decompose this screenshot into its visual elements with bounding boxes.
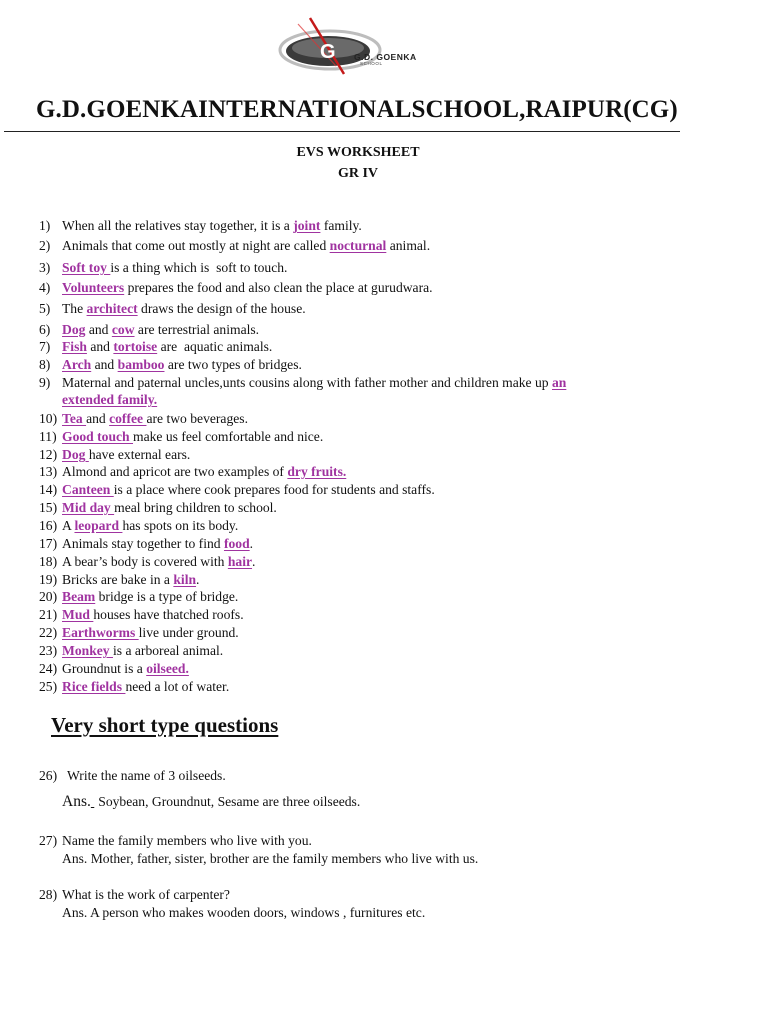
question-text: . (196, 572, 200, 587)
question-number: 24) (39, 661, 58, 676)
fill-blank-item (39, 678, 639, 695)
question-number: 8) (39, 357, 51, 372)
question-text: are two types of bridges. (164, 357, 302, 372)
answer-text: tortoise (113, 339, 158, 354)
answer-text: Volunteers (62, 280, 125, 295)
fill-blank-item (39, 588, 639, 605)
question-text: and (91, 357, 118, 372)
question-text: A bear’s body is covered with (62, 554, 228, 569)
answer-text: nocturnal (329, 238, 387, 253)
grade-label: GR IV (337, 166, 379, 181)
question-text: have external ears. (88, 447, 191, 462)
question-text: A (62, 518, 75, 533)
short-question-28 (39, 886, 230, 903)
question-number: 9) (39, 375, 51, 390)
short-answer-28 (62, 904, 425, 921)
answer-label: Ans. (62, 905, 88, 920)
question-text: is a thing which is soft to touch. (110, 260, 288, 275)
school-title: G.D.GOENKAINTERNATIONALSCHOOL,RAIPUR(CG) (36, 96, 678, 123)
question-text: houses have thatched roofs. (93, 607, 244, 622)
question-text: live under ground. (138, 625, 239, 640)
question-text: meal bring children to school. (114, 500, 277, 515)
question-text: Bricks are bake in a (62, 572, 174, 587)
question-text: Animals stay together to find (62, 536, 224, 551)
answer-text: hair (227, 554, 253, 569)
answer-text: Arch (62, 357, 92, 372)
question-number: 17) (39, 536, 58, 551)
question-text: draws the design of the house. (137, 301, 306, 316)
fill-blank-item (39, 237, 639, 254)
question-text: The (62, 301, 87, 316)
answer-text: Dog (62, 322, 86, 337)
answer-text: coffee (109, 411, 147, 426)
answer-text: Monkey (62, 643, 113, 658)
fill-blank-item (39, 279, 639, 296)
fill-blank-item (39, 660, 639, 677)
question-number: 20) (39, 589, 58, 604)
school-logo (258, 14, 430, 76)
question-number: 12) (39, 447, 58, 462)
question-number: 28) (39, 887, 58, 902)
question-number: 10) (39, 411, 58, 426)
question-text: family. (320, 218, 362, 233)
fill-blank-item (39, 410, 639, 427)
fill-blank-item (39, 321, 639, 338)
answer-label: Ans. (62, 793, 91, 810)
fill-blank-item (39, 374, 639, 408)
fill-blank-item (39, 356, 639, 373)
short-answer-26 (62, 793, 360, 810)
section-heading: Very short type questions (51, 713, 279, 737)
answer-text: kiln (173, 572, 197, 587)
logo-subtext: SCHOOL (360, 61, 383, 66)
worksheet-title: EVS WORKSHEET (296, 145, 420, 160)
question-text: . (249, 536, 254, 551)
fill-blank-item (39, 535, 639, 552)
question-text: Name the family members who live with you. (62, 833, 312, 848)
answer-text: food (223, 536, 250, 551)
answer-text: oilseed. (146, 661, 189, 676)
answer-text: Beam (62, 589, 96, 604)
question-text: . (252, 554, 256, 569)
question-text: animal. (386, 238, 431, 253)
question-number: 13) (39, 464, 58, 479)
answer-text: Rice fields (62, 679, 126, 694)
question-number: 25) (39, 679, 58, 694)
header-divider (4, 131, 680, 132)
question-text: bridge is a type of bridge. (95, 589, 239, 604)
question-number: 19) (39, 572, 58, 587)
fill-blank-item (39, 217, 639, 234)
question-text: and (85, 322, 112, 337)
fill-blank-item (39, 338, 639, 355)
short-question-27 (39, 832, 312, 849)
question-number: 11) (39, 429, 57, 444)
fill-blank-item (39, 499, 639, 516)
answer-label: Ans. (62, 851, 88, 866)
answer-text: architect (86, 301, 138, 316)
answer-text: an (551, 375, 567, 390)
answer-text: Soybean, Groundnut, Sesame are three oilseeds. (98, 794, 361, 809)
question-text: Maternal and paternal uncles,unts cousins along with father mother and children make up (62, 375, 552, 390)
question-text: Almond and apricot are two examples of (62, 464, 288, 479)
question-number: 6) (39, 322, 51, 337)
answer-text: Canteen (62, 482, 114, 497)
logo-text: G.D. GOENKA (354, 52, 417, 62)
question-number: 16) (39, 518, 58, 533)
question-text: is a place where cook prepares food for students and staffs. (113, 482, 435, 497)
answer-text: Tea (62, 411, 87, 426)
question-number: 14) (39, 482, 58, 497)
question-number: 26) (39, 768, 58, 783)
fill-blank-item (39, 300, 639, 317)
short-answer-27 (62, 850, 478, 867)
question-text: prepares the food and also clean the place at gurudwara. (124, 280, 433, 295)
question-text: make us feel comfortable and nice. (133, 429, 324, 444)
question-number: 23) (39, 643, 58, 658)
fill-blank-item (39, 553, 639, 570)
answer-text: Mid day (62, 500, 115, 515)
answer-text: leopard (74, 518, 123, 533)
answer-text: Mother, father, sister, brother are the family members who live with us. (90, 851, 479, 866)
question-text: need a lot of water. (125, 679, 230, 694)
question-text: What is the work of carpenter? (62, 887, 230, 902)
fill-blank-item (39, 642, 639, 659)
question-text: When all the relatives stay together, it is a (62, 218, 294, 233)
answer-text: joint (293, 218, 321, 233)
fill-blank-item (39, 481, 639, 498)
question-number: 21) (39, 607, 58, 622)
question-text: are terrestrial animals. (134, 322, 260, 337)
question-number: 1) (39, 218, 51, 233)
fill-blank-item (39, 517, 639, 534)
question-text: are two beverages. (146, 411, 248, 426)
question-number: 2) (39, 238, 51, 253)
fill-blank-item (39, 606, 639, 623)
question-number: 27) (39, 833, 58, 848)
question-number: 3) (39, 260, 51, 275)
answer-text: Fish (62, 339, 87, 354)
answer-text: Dog (62, 447, 89, 462)
question-text: are aquatic animals. (157, 339, 273, 354)
question-number: 4) (39, 280, 51, 295)
fill-blank-item (39, 259, 639, 276)
question-text: is a arboreal animal. (112, 643, 224, 658)
question-number: 22) (39, 625, 58, 640)
answer-text: dry fruits. (287, 464, 347, 479)
fill-blank-item (39, 428, 639, 445)
question-text: and (86, 339, 114, 354)
answer-text: Earthworms (62, 625, 139, 640)
svg-text:G: G (320, 41, 336, 63)
question-text: Animals that come out mostly at night are called (62, 238, 330, 253)
question-text: Write the name of 3 oilseeds. (67, 768, 226, 783)
answer-text: cow (111, 322, 135, 337)
short-question-26 (39, 767, 226, 784)
question-number: 7) (39, 339, 51, 354)
answer-text: extended family. (62, 392, 158, 407)
answer-text: Mud (62, 607, 94, 622)
answer-text: Soft toy (62, 260, 111, 275)
fill-blank-item (39, 463, 639, 480)
question-number: 15) (39, 500, 58, 515)
fill-blank-item (39, 446, 639, 463)
answer-text: bamboo (117, 357, 165, 372)
answer-text: A person who makes wooden doors, windows , furnitures etc. (89, 905, 426, 920)
question-text: Groundnut is a (62, 661, 147, 676)
question-text: and (86, 411, 110, 426)
question-number: 18) (39, 554, 58, 569)
question-text: has spots on its body. (122, 518, 239, 533)
question-number: 5) (39, 301, 51, 316)
answer-text: Good touch (62, 429, 134, 444)
fill-blank-item (39, 571, 639, 588)
fill-blank-item (39, 624, 639, 641)
